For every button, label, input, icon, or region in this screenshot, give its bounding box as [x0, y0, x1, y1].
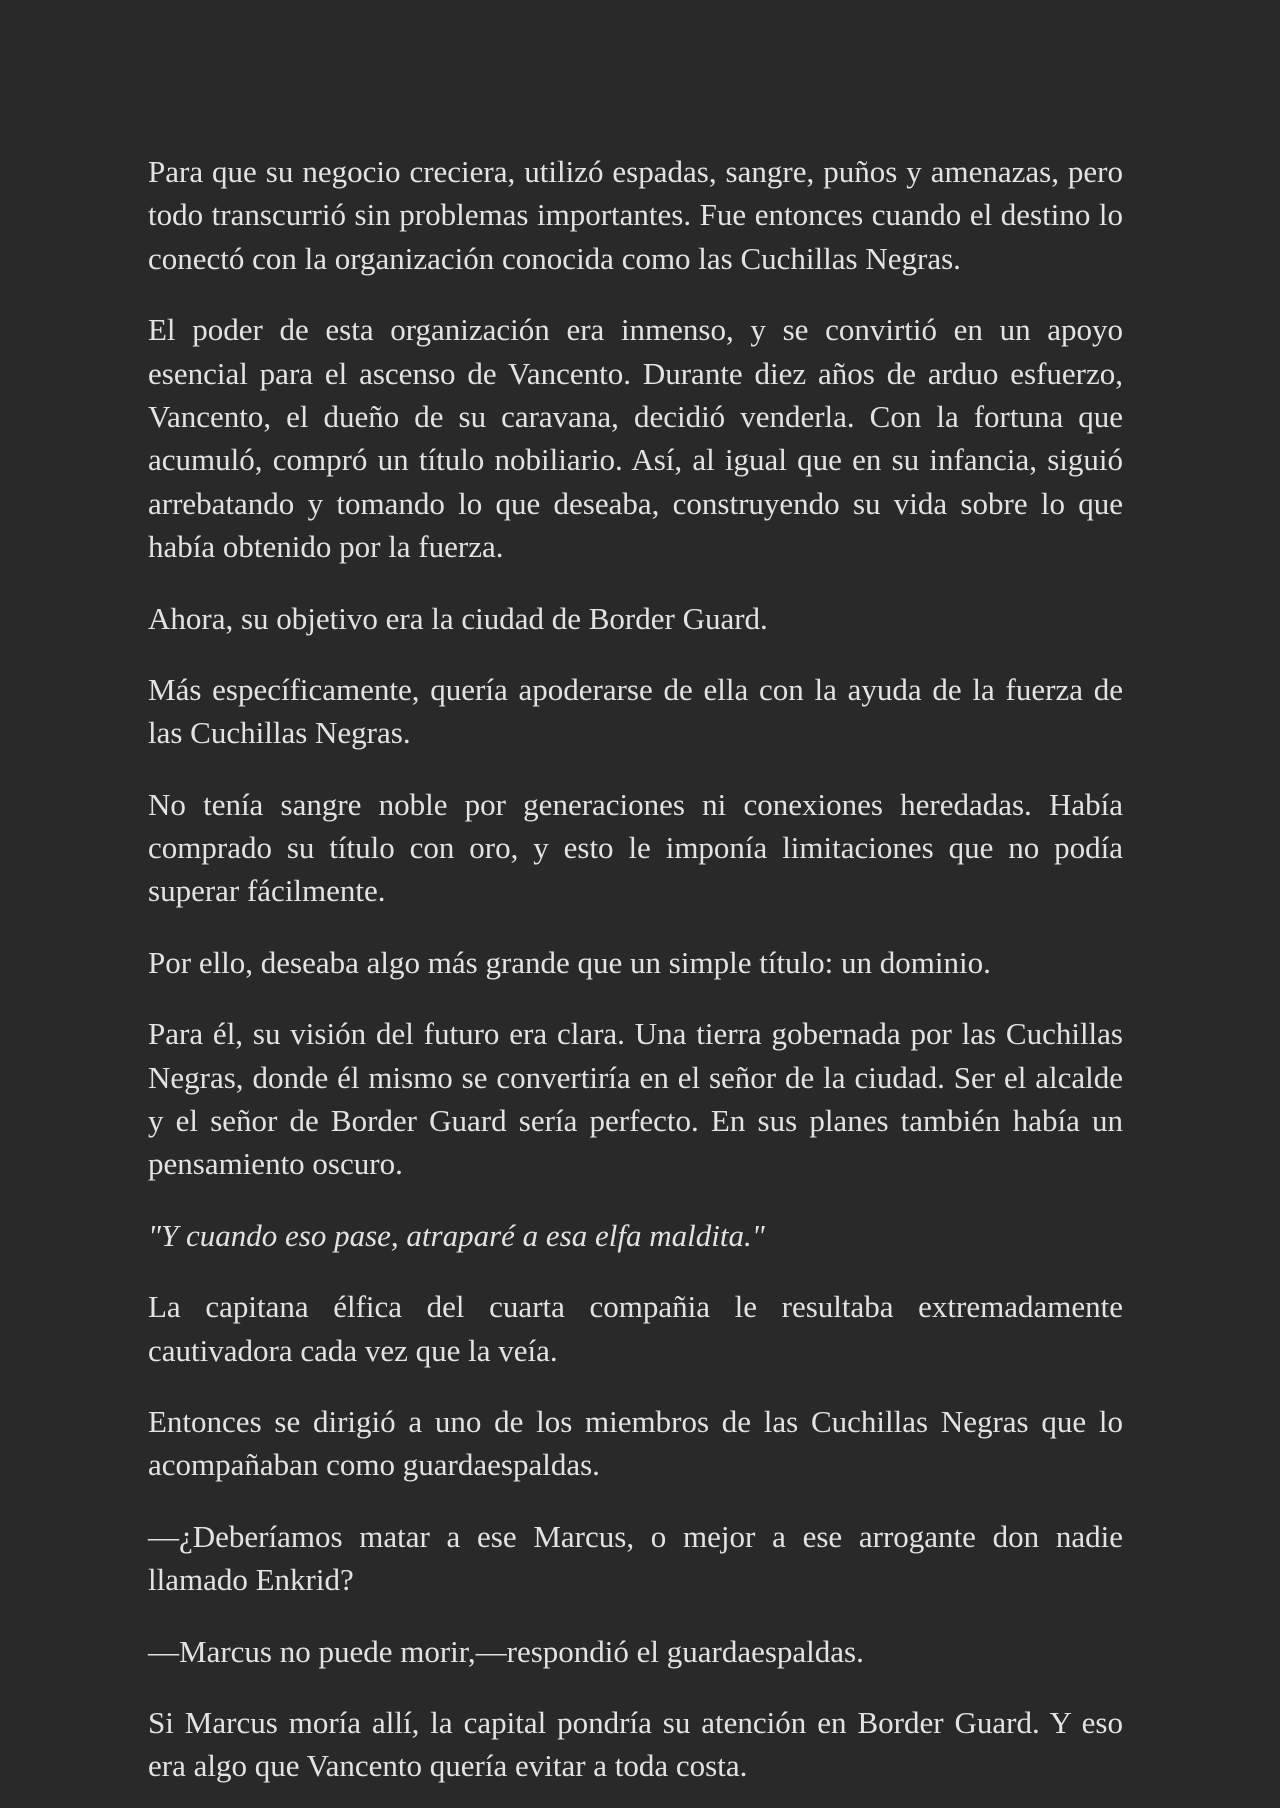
paragraph: —¿Deberíamos matar a ese Marcus, o mejor a ese arrogante don nadie llamado Enkrid?: [148, 1518, 1123, 1598]
paragraph: —Marcus no puede morir,—respondió el guardaespaldas.: [148, 1633, 864, 1669]
paragraph: Más específicamente, quería apoderarse de ella con la ayuda de la fuerza de las Cuchillas Negras.: [148, 671, 1123, 751]
paragraph: La capitana élfica del cuarta compañia le resultaba extremadamente cautivadora cada vez que la veía.: [148, 1289, 1123, 1368]
paragraph: Ahora, su objetivo era la ciudad de Border Guard.: [148, 600, 768, 636]
paragraph: No tenía sangre noble por generaciones ni conexiones heredadas. Había comprado su título con oro, y esto le imponía limitaciones que no podía superar fácilmente.: [148, 786, 1123, 909]
paragraph: Por ello, deseaba algo más grande que un simple título: un dominio.: [148, 944, 991, 980]
paragraph: Si Marcus moría allí, la capital pondría su atención en Border Guard. Y eso era algo que Vancento quería evitar a toda costa.: [148, 1704, 1123, 1784]
paragraph: Para que su negocio creciera, utilizó espadas, sangre, puños y amenazas, pero todo transcurrió sin problemas importantes. Fue entonces cuando el destino lo conectó con la organización conocida como las Cuchillas Negras.: [148, 154, 1123, 276]
paragraph: El poder de esta organización era inmenso, y se convirtió en un apoyo esencial para el ascenso de Vancento. Durante diez años de arduo esfuerzo, Vancento, el dueño de su caravana, decidió venderla. Con la fortuna que acumuló, compró un título nobiliario. Así, al igual que en su infancia, siguió arrebatando y tomando lo que deseaba, construyendo su vida sobre lo que había obtenido por la fuerza.: [148, 312, 1123, 565]
paragraph: Para él, su visión del futuro era clara. Una tierra gobernada por las Cuchillas Negras, donde él mismo se convertiría en el señor de la ciudad. Ser el alcalde y el señor de Border Guard sería perfecto. En sus planes también había un pensamiento oscuro.: [148, 1016, 1123, 1182]
paragraph: "Y cuando eso pase, atraparé a esa elfa maldita.": [148, 1217, 765, 1253]
paragraph: Entonces se dirigió a uno de los miembros de las Cuchillas Negras que lo acompañaban como guardaespaldas.: [148, 1403, 1123, 1483]
chapter-text: [148, 150, 1123, 1788]
